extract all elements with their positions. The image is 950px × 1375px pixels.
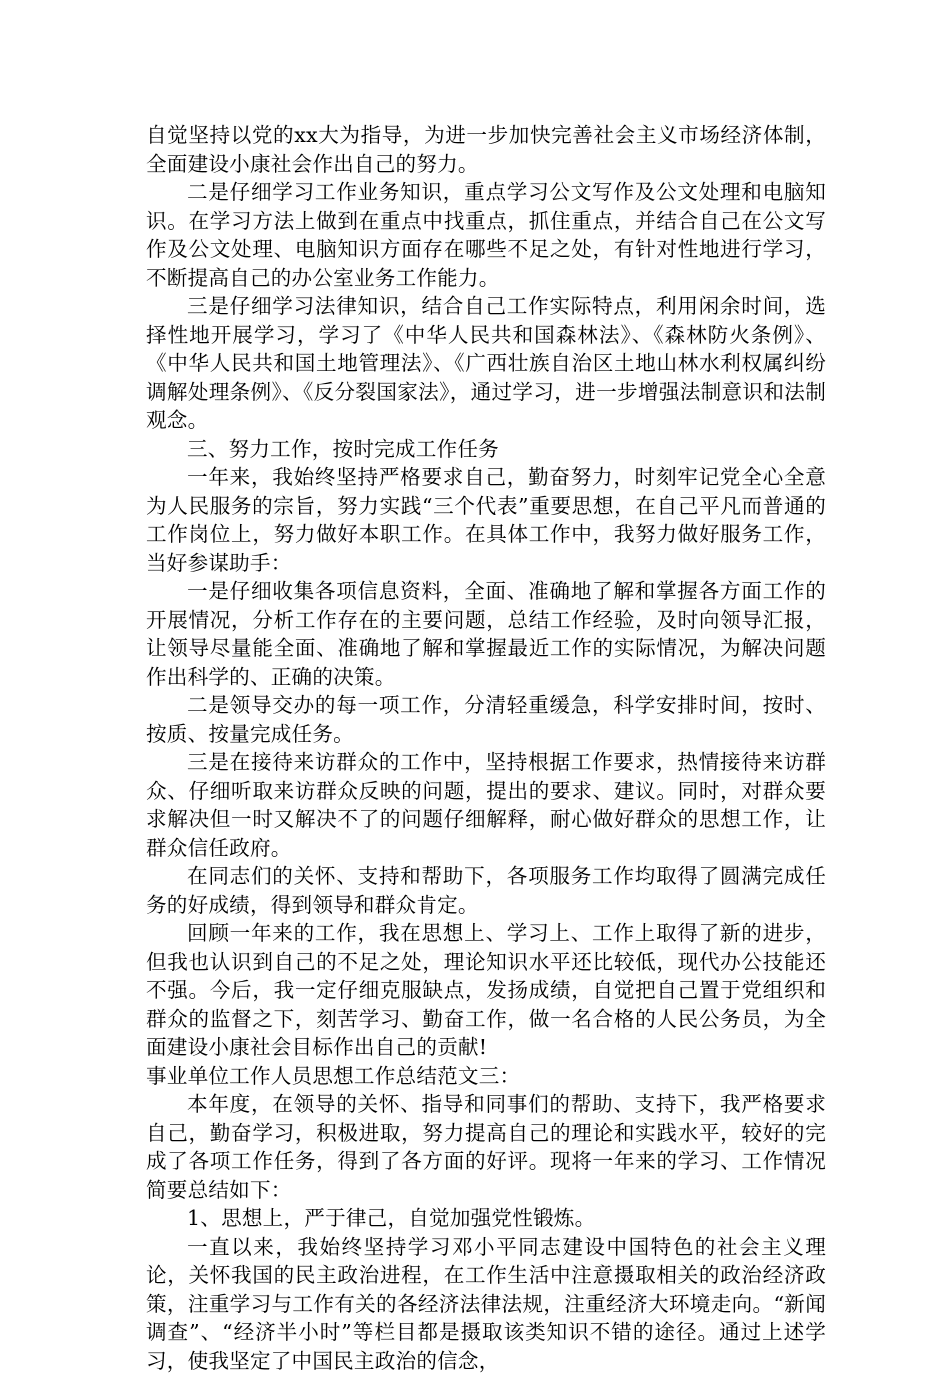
paragraph-work-intro: 一年来，我始终坚持严格要求自己，勤奋努力，时刻牢记党全心全意为人民服务的宗旨，努力实践“三个代表”重要思想，在自己平凡而普通的工作岗位上，努力做好本职工作。在具体工作中，我努力做好服务工作，当好参谋助手： — [146, 463, 826, 577]
section-heading-work: 三、努力工作，按时完成工作任务 — [146, 435, 826, 464]
paragraph-continuation: 自觉坚持以党的xx大为指导，为进一步加快完善社会主义市场经济体制，全面建设小康社会作出自己的努力。 — [146, 121, 826, 178]
document-body — [146, 121, 826, 1375]
paragraph-assigned-tasks: 二是领导交办的每一项工作，分清轻重缓急，科学安排时间，按时、按质、按量完成任务。 — [146, 691, 826, 748]
paragraph-review: 回顾一年来的工作，我在思想上、学习上、工作上取得了新的进步，但我也认识到自己的不足之处，理论知识水平还比较低，现代办公技能还不强。今后，我一定仔细克服缺点，发扬成绩，自觉把自己置于党组织和群众的监督之下，刻苦学习、勤奋工作，做一名合格的人民公务员，为全面建设小康社会目标作出自己的贡献! — [146, 919, 826, 1062]
section-title-example-three: 事业单位工作人员思想工作总结范文三： — [146, 1062, 826, 1091]
paragraph-collect-info: 一是仔细收集各项信息资料，全面、准确地了解和掌握各方面工作的开展情况，分析工作存在的主要问题，总结工作经验，及时向领导汇报，让领导尽量能全面、准确地了解和掌握最近工作的实际情况，为解决问题作出科学的、正确的决策。 — [146, 577, 826, 691]
paragraph-year-summary: 本年度，在领导的关怀、指导和同事们的帮助、支持下，我严格要求自己，勤奋学习，积极进取，努力提高自己的理论和实践水平，较好的完成了各项工作任务，得到了各方面的好评。现将一年来的学习、工作情况简要总结如下： — [146, 1090, 826, 1204]
paragraph-receive-visitors: 三是在接待来访群众的工作中，坚持根据工作要求，热情接待来访群众、仔细听取来访群众反映的问题，提出的要求、建议。同时，对群众要求解决但一时又解决不了的问题仔细解释，耐心做好群众的思想工作，让群众信任政府。 — [146, 748, 826, 862]
subheading-ideology: 1、思想上，严于律己，自觉加强党性锻炼。 — [146, 1204, 826, 1233]
paragraph-results: 在同志们的关怀、支持和帮助下，各项服务工作均取得了圆满完成任务的好成绩，得到领导和群众肯定。 — [146, 862, 826, 919]
paragraph-study-law: 三是仔细学习法律知识，结合自己工作实际特点，利用闲余时间，选择性地开展学习，学习了《中华人民共和国森林法》、《森林防火条例》、《中华人民共和国土地管理法》、《广西壮族自治区土地山林水利权属纠纷调解处理条例》、《反分裂国家法》，通过学习，进一步增强法制意识和法制观念。 — [146, 292, 826, 435]
paragraph-ideology-study: 一直以来，我始终坚持学习邓小平同志建设中国特色的社会主义理论，关怀我国的民主政治进程，在工作生活中注意摄取相关的政治经济政策，注重学习与工作有关的各经济法律法规，注重经济大环境走向。“新闻调查”、“经济半小时”等栏目都是摄取该类知识不错的途径。通过上述学习，使我坚定了中国民主政治的信念， — [146, 1233, 826, 1375]
paragraph-study-business: 二是仔细学习工作业务知识，重点学习公文写作及公文处理和电脑知识。在学习方法上做到在重点中找重点，抓住重点，并结合自己在公文写作及公文处理、电脑知识方面存在哪些不足之处，有针对性地进行学习，不断提高自己的办公室业务工作能力。 — [146, 178, 826, 292]
